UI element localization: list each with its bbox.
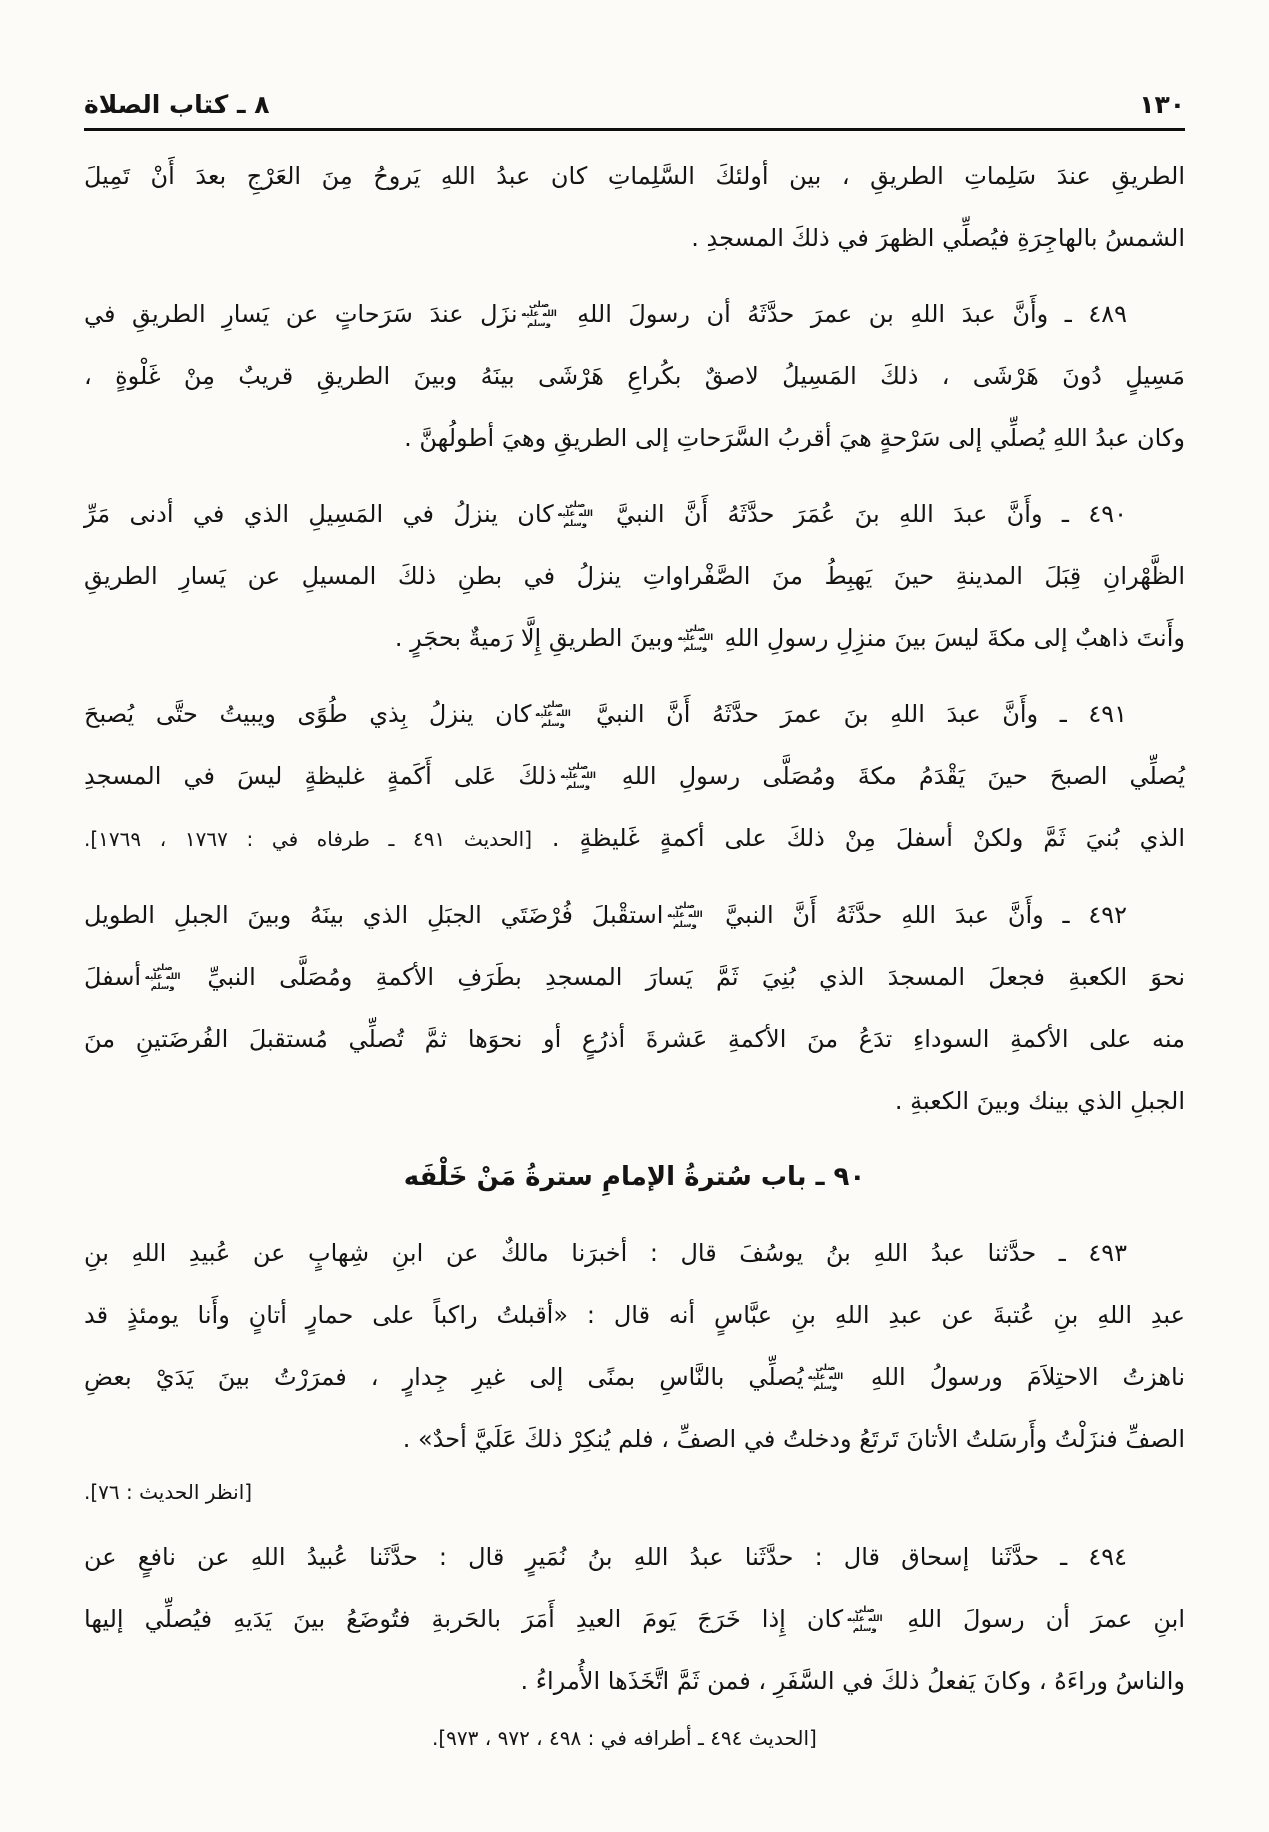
text-line: الطريقِ عندَ سَلِماتِ الطريقِ ، بين أولئكَ السَّلِماتِ كان عبدُ اللهِ يَروحُ مِنَ العَرْجِ بعدَ أَنْ تَمِيلَ [84, 162, 1185, 190]
text-line: ٤٩٠ ـ وأَنَّ عبدَ اللهِ بنَ عُمَرَ حدَّثَهُ أَنَّ النبيَّ صلى الله عليه وسلمكان ينزلُ في المَسِيلِ الذي في أدنى مَرِّ [84, 499, 1127, 529]
saw-honorific-seal: صلى الله عليه وسلم [535, 699, 571, 729]
paragraph [84, 1222, 1185, 1470]
saw-honorific-seal: صلى الله عليه وسلم [521, 299, 557, 329]
text-line: ٤٩٢ ـ وأَنَّ عبدَ اللهِ حدَّثَهُ أَنَّ النبيَّ صلى الله عليه وسلماستقْبلَ فُرْضَتَي الجبَلِ الذي بينَهُ وبينَ الجبلِ الطويل [84, 900, 1127, 930]
hadith-ref: [انظر الحديث : ٧٦]. [84, 1480, 253, 1504]
page-body [84, 145, 1185, 1758]
saw-honorific-seal: صلى الله عليه وسلم [560, 761, 596, 791]
text-line: عبدِ اللهِ بنِ عُتبةَ عن عبدِ اللهِ بنِ عبَّاسٍ أنه قال : «أقبلتُ راكباً على حمارٍ أتانٍ وأَنا يومئذٍ قد [84, 1301, 1185, 1329]
text-line: الظَّهْرانِ قِبَلَ المدينةِ حينَ يَهبِطُ منَ الصَّفْراواتِ ينزلُ في بطنِ ذلكَ المسيلِ عن يَسارِ الطريقِ [84, 562, 1185, 590]
saw-honorific-seal: صلى الله عليه وسلم [677, 623, 714, 653]
text-line: والناسُ وراءَهُ ، وكانَ يَفعلُ ذلكَ في السَّفَرِ ، فمن ثَمَّ اتَّخَذَها الأُمراءُ . [520, 1667, 1185, 1695]
saw-honorific-seal: صلى الله عليه وسلم [557, 499, 593, 529]
text-line: ٤٩٣ ـ حدَّثنا عبدُ اللهِ بنُ يوسُفَ قال : أخبرَنا مالكٌ عن ابنِ شِهابٍ عن عُبيدِ اللهِ بنِ [84, 1239, 1127, 1267]
text-line: الجبلِ الذي بينك وبينَ الكعبةِ . [894, 1087, 1185, 1115]
text-line: مَسِيلٍ دُونَ هَرْشَى ، ذلكَ المَسِيلُ لاصقٌ بكُراعِ هَرْشَى بينَهُ وبينَ الطريقِ قريبٌ مِنْ غَلْوةٍ ، [84, 362, 1185, 390]
text-line: ٤٩٤ ـ حدَّثَنا إسحاق قال : حدَّثَنا عبدُ اللهِ بنُ نُمَيرٍ قال : حدَّثَنا عُبيدُ اللهِ عن نافعٍ عن [84, 1543, 1127, 1571]
text-line: الصفِّ فنزَلْتُ وأَرسَلتُ الأتانَ تَرتَعُ ودخلتُ في الصفِّ ، فلم يُنكِرْ ذلكَ عَلَيَّ أحدٌ» . [402, 1425, 1185, 1453]
paragraph [84, 1526, 1185, 1712]
header-rule [84, 128, 1185, 131]
text-line: ٤٨٩ ـ وأَنَّ عبدَ اللهِ بن عمرَ حدَّثَهُ أن رسولَ اللهِ صلى الله عليه وسلمنزَل عندَ سَرَحاتٍ عن يَسارِ الطريقِ في [84, 299, 1127, 329]
text-line: الشمسُ بالهاجِرَةِ فيُصلِّي الظهرَ في ذلكَ المسجدِ . [691, 224, 1185, 252]
paragraph [84, 884, 1185, 1132]
text-line: ابنِ عمرَ أن رسولَ اللهِ صلى الله عليه وسلمكان إِذا خَرَجَ يَومَ العيدِ أَمَرَ بالحَربةِ فتُوضَعُ بينَ يَدَيهِ فيُصلِّي إليها [84, 1604, 1185, 1634]
chapter-heading: ٩٠ ـ باب سُترةُ الإمامِ سترةُ مَنْ خَلْفَه [403, 1162, 866, 1192]
text-line: ٤٩١ ـ وأَنَّ عبدَ اللهِ بنَ عمرَ حدَّثَهُ أَنَّ النبيَّ صلى الله عليه وسلمكان ينزلُ بِذي طُوًى ويبيتُ حتَّى يُصبحَ [84, 699, 1127, 729]
text-line: وأَنتَ ذاهبٌ إلى مكةَ ليسَ بينَ منزِلِ رسولِ اللهِ صلى الله عليه وسلموبينَ الطريقِ إِلَّا رَميةٌ بحجَرٍ . [394, 623, 1185, 653]
paragraph [84, 683, 1185, 870]
page-header [84, 90, 1185, 119]
text-line: منه على الأكمةِ السوداءِ تدَعُ منَ الأكمةِ عَشرةَ أذرُعٍ أو نحوَها ثمَّ تُصلِّي مُستقبلَ الفُرضَتينِ منَ [84, 1025, 1185, 1053]
page-number: ١٣٠ [1139, 90, 1185, 119]
text-line: الذي بُنيَ ثَمَّ ولكنْ أسفلَ مِنْ ذلكَ على أكمةٍ غَليظةٍ . [الحديث ٤٩١ ـ طرفاه في : ١٧٦٧ ، ١٧٦٩]. [84, 824, 1185, 852]
hadith-ref-inline: [الحديث ٤٩١ ـ طرفاه في : ١٧٦٧ ، ١٧٦٩]. [84, 827, 532, 851]
paragraph [84, 283, 1185, 469]
paragraph [84, 483, 1185, 669]
saw-honorific-seal: صلى الله عليه وسلم [667, 900, 703, 930]
text-line: ناهزتُ الاحتِلاَمَ ورسولُ اللهِ صلى الله عليه وسلميُصلِّي بالنَّاسِ بمنًى إلى غيرِ جِدارٍ ، فمرَرْتُ بينَ يَدَيْ بعضِ [84, 1362, 1185, 1392]
saw-honorific-seal: صلى الله عليه وسلم [846, 1604, 883, 1634]
saw-honorific-seal: صلى الله عليه وسلم [807, 1362, 844, 1392]
text-line: وكان عبدُ اللهِ يُصلِّي إلى سَرْحةٍ هيَ أقربُ السَّرَحاتِ إلى الطريقِ وهيَ أطولُهنَّ . [404, 424, 1185, 452]
saw-honorific-seal: صلى الله عليه وسلم [144, 962, 181, 992]
book-title: ٨ ـ كتاب الصلاة [84, 90, 270, 119]
hadith-ref: [الحديث ٤٩٤ ـ أطرافه في : ٤٩٨ ، ٩٧٢ ، ٩٧٣]. [432, 1726, 817, 1750]
text-line: يُصلِّي الصبحَ حينَ يَقْدَمُ مكةَ ومُصَلَّى رسولِ اللهِ صلى الله عليه وسلمذلكَ عَلى أَكَمةٍ غليظةٍ ليسَ في المسجدِ [84, 761, 1185, 791]
paragraph [84, 145, 1185, 269]
text-line: نحوَ الكعبةِ فجعلَ المسجدَ الذي بُنِيَ ثَمَّ يَسارَ المسجدِ بطَرَفِ الأكمةِ ومُصَلَّى النبيِّ صلى الله عليه وسلمأسفلَ [84, 962, 1185, 992]
